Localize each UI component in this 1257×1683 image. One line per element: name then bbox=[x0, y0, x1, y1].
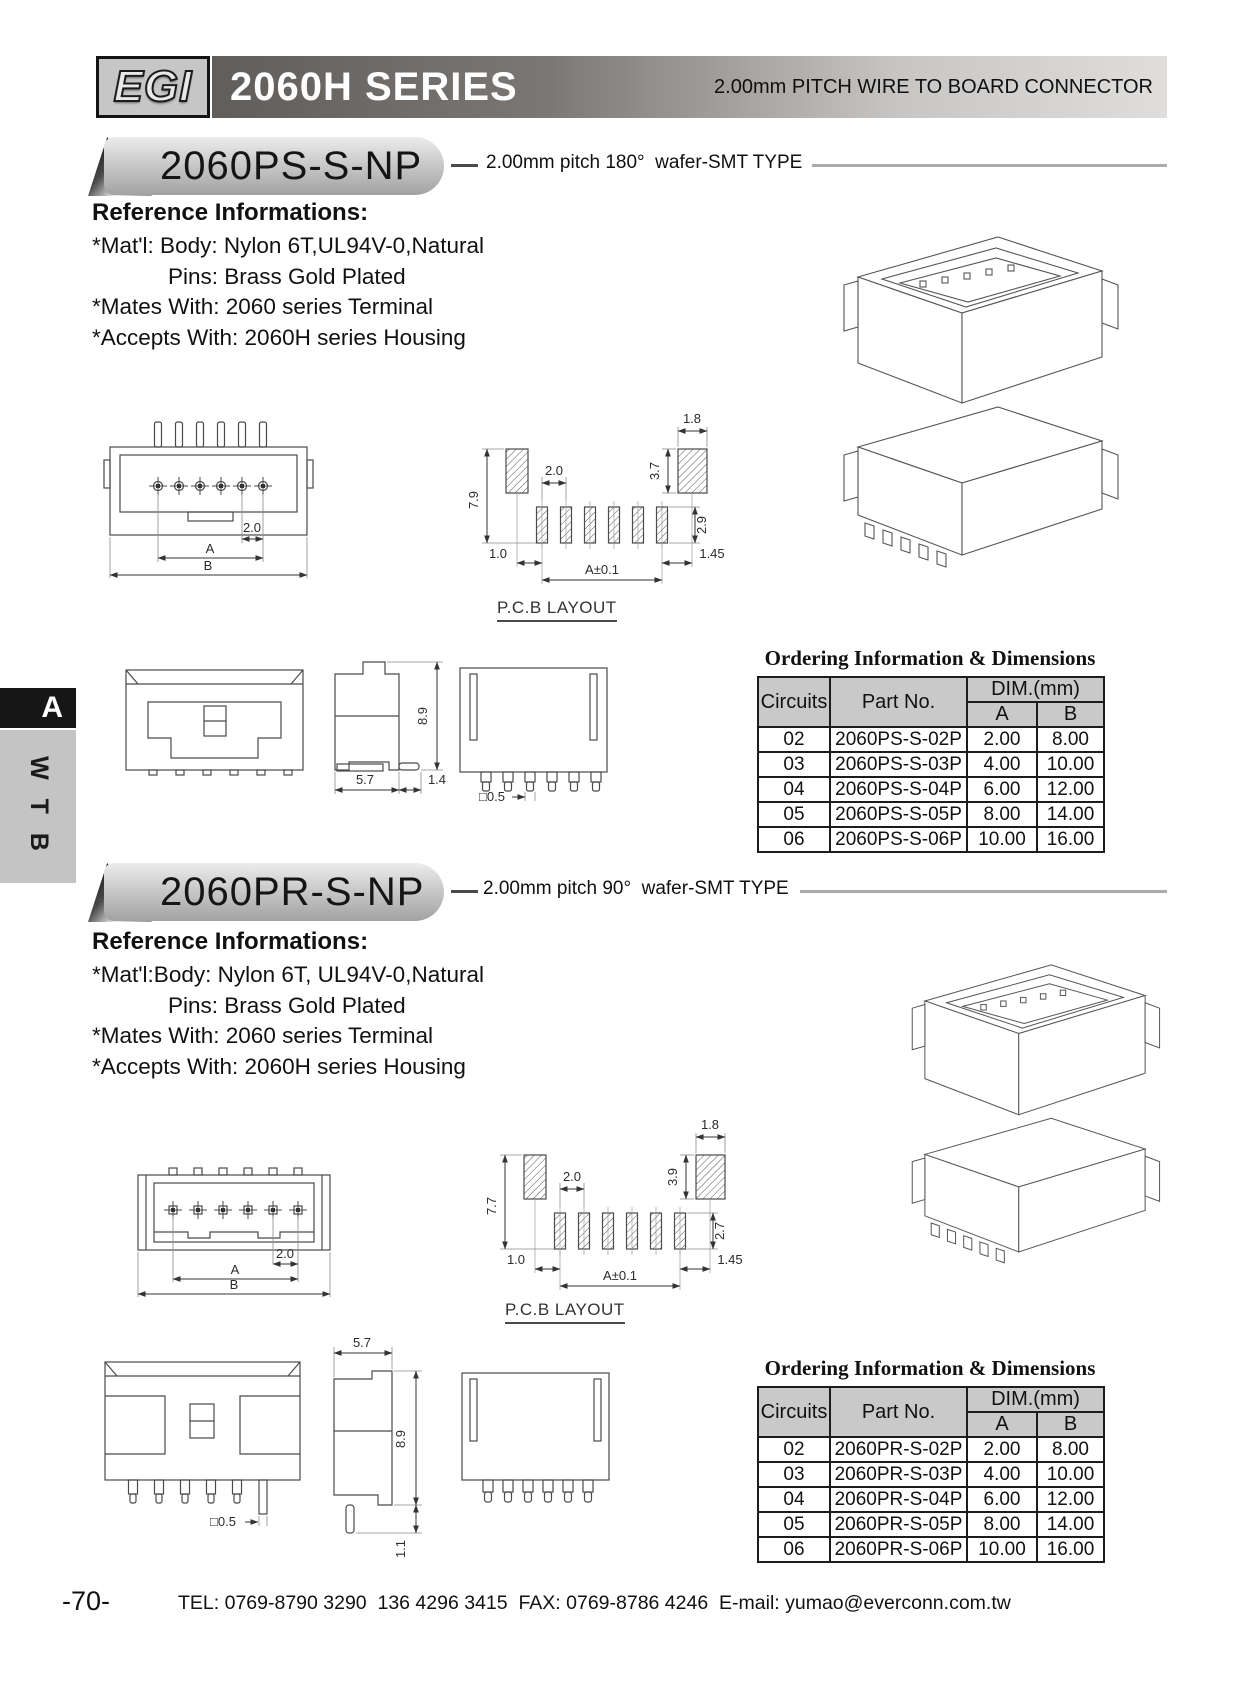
housing-outline bbox=[460, 668, 607, 791]
dimensions bbox=[466, 411, 725, 580]
dim-label: A±0.1 bbox=[603, 1268, 637, 1283]
section2-pitch-label: 2.00mm pitch 90° wafer-SMT TYPE bbox=[483, 878, 789, 899]
dim-label: 2.0 bbox=[562, 1169, 582, 1184]
section2-side-view-drawing bbox=[328, 1335, 463, 1570]
section1-bottom-view-drawing bbox=[118, 612, 313, 784]
ref-line: *Mat'l:Body: Nylon 6T, UL94V-0,Natural bbox=[92, 962, 484, 987]
housing-outline bbox=[462, 1373, 609, 1502]
dimensions bbox=[138, 1216, 330, 1297]
dim-label: 1.1 bbox=[393, 1539, 408, 1559]
dim-label: 1.8 bbox=[682, 411, 702, 426]
table-row: 04 2060PR-S-04P 6.00 12.00 bbox=[758, 1487, 1104, 1512]
dim-label: 7.7 bbox=[484, 1196, 499, 1216]
dim-label: 2.0 bbox=[544, 463, 564, 478]
header-bar bbox=[212, 56, 1167, 118]
banner-rule bbox=[800, 890, 1167, 893]
ref-line: Pins: Brass Gold Plated bbox=[168, 992, 406, 1018]
section2-pcb-layout-drawing bbox=[458, 1111, 758, 1296]
section2-table-title: Ordering Information & Dimensions bbox=[764, 1356, 1096, 1380]
table-row: 05 2060PS-S-05P 8.00 14.00 bbox=[758, 802, 1104, 827]
section2-ref-title: Reference Informations: bbox=[92, 928, 369, 955]
table-row: 02 2060PR-S-02P 2.00 8.00 bbox=[758, 1437, 1104, 1462]
dim-label: □0.5 bbox=[210, 1514, 236, 1529]
section1-ordering-table bbox=[757, 676, 1105, 853]
dim-label: B bbox=[203, 558, 213, 573]
section1-isometric-drawings bbox=[770, 215, 1190, 585]
col-header-a: A bbox=[967, 702, 1037, 727]
dim-label: 3.7 bbox=[647, 461, 662, 481]
col-header-b: B bbox=[1037, 1412, 1104, 1437]
col-header-dim: DIM.(mm) bbox=[967, 1387, 1104, 1412]
side-profile bbox=[335, 662, 419, 771]
section1-part-name: 2060PS-S-NP bbox=[160, 143, 423, 188]
dim-label: 1.45 bbox=[717, 1252, 743, 1267]
section2-ordering-table bbox=[757, 1386, 1105, 1563]
col-header-part: Part No. bbox=[830, 1387, 967, 1437]
dim-label: 2.0 bbox=[242, 520, 262, 535]
ref-line: *Accepts With: 2060H series Housing bbox=[92, 1053, 466, 1079]
dim-label: 8.9 bbox=[415, 706, 430, 726]
col-header-circuits: Circuits bbox=[758, 677, 830, 727]
section2-part-banner bbox=[104, 863, 444, 921]
table-row: 06 2060PR-S-06P 10.00 16.00 bbox=[758, 1537, 1104, 1562]
col-header-b: B bbox=[1037, 702, 1104, 727]
contact-pins bbox=[164, 1201, 307, 1219]
ref-line: *Mat'l: Body: Nylon 6T,UL94V-0,Natural bbox=[92, 233, 484, 258]
dim-label: B bbox=[229, 1277, 239, 1292]
section2-bottom-view-drawing bbox=[95, 1352, 310, 1537]
dim-label: 2.0 bbox=[275, 1246, 295, 1261]
ref-line: *Accepts With: 2060H series Housing bbox=[92, 324, 466, 350]
sidebar-category-tab bbox=[0, 730, 76, 883]
dim-label: 1.0 bbox=[506, 1252, 526, 1267]
banner-rule bbox=[812, 164, 1167, 167]
dim-label: 2.9 bbox=[694, 515, 709, 535]
dim-label: 1.0 bbox=[488, 546, 508, 561]
section2-ref-list bbox=[92, 960, 484, 1082]
brand-logo-text: EGI bbox=[113, 62, 193, 111]
banner-dash bbox=[451, 890, 478, 893]
dimensions bbox=[335, 662, 446, 794]
dim-label: □0.5 bbox=[479, 789, 505, 804]
ref-line: Pins: Brass Gold Plated bbox=[168, 263, 406, 289]
header-subtitle: 2.00mm PITCH WIRE TO BOARD CONNECTOR bbox=[714, 75, 1153, 98]
section1-pcb-layout-drawing bbox=[440, 405, 740, 590]
dim-label: 1.8 bbox=[700, 1117, 720, 1132]
table-row: 06 2060PS-S-06P 10.00 16.00 bbox=[758, 827, 1104, 852]
table-row: 05 2060PR-S-05P 8.00 14.00 bbox=[758, 1512, 1104, 1537]
col-header-part: Part No. bbox=[830, 677, 967, 727]
side-profile bbox=[334, 1371, 392, 1533]
section1-front-view-drawing bbox=[100, 410, 320, 600]
section1-ref-title: Reference Informations: bbox=[92, 199, 369, 226]
brand-logo bbox=[96, 56, 210, 118]
dimensions bbox=[110, 494, 307, 578]
col-header-dim: DIM.(mm) bbox=[967, 677, 1104, 702]
banner-dash bbox=[451, 164, 478, 167]
table-row: 03 2060PR-S-03P 4.00 10.00 bbox=[758, 1462, 1104, 1487]
section1-pitch-label: 2.00mm pitch 180° wafer-SMT TYPE bbox=[486, 152, 803, 173]
dim-label: 1.45 bbox=[699, 546, 725, 561]
dimensions bbox=[484, 1117, 743, 1286]
contact-pins bbox=[149, 477, 272, 495]
table-row: 04 2060PS-S-04P 6.00 12.00 bbox=[758, 777, 1104, 802]
section2-front-view-drawing bbox=[452, 1352, 667, 1537]
dim-label: 1.4 bbox=[427, 772, 447, 787]
dimensions bbox=[210, 1514, 267, 1529]
dim-label: 8.9 bbox=[393, 1429, 408, 1449]
section1-ref-list bbox=[92, 231, 484, 353]
section1-pin-view-drawing bbox=[450, 612, 665, 804]
dim-label: 5.7 bbox=[355, 772, 375, 787]
dim-label: 3.9 bbox=[665, 1167, 680, 1187]
pcb-layout-label: P.C.B LAYOUT bbox=[505, 1300, 625, 1324]
section2-top-view-drawing bbox=[110, 1164, 350, 1314]
dim-label: A±0.1 bbox=[585, 562, 619, 577]
footer-contact: TEL: 0769-8790 3290 136 4296 3415 FAX: 0769-8786 4246 E-mail: yumao@everconn.com.tw bbox=[178, 1592, 1011, 1614]
dimensions bbox=[334, 1335, 422, 1558]
dim-label: A bbox=[205, 541, 215, 556]
housing-outline bbox=[105, 1362, 300, 1514]
connector-outline bbox=[138, 1168, 330, 1250]
col-header-circuits: Circuits bbox=[758, 1387, 830, 1437]
page-number: -70- bbox=[62, 1586, 111, 1616]
connector-outline bbox=[104, 422, 313, 535]
section1-table-title: Ordering Information & Dimensions bbox=[764, 646, 1096, 670]
sidebar-category-label: W T B bbox=[24, 756, 53, 857]
dim-label: 7.9 bbox=[466, 490, 481, 510]
dim-label: 2.7 bbox=[712, 1221, 727, 1241]
section1-part-banner bbox=[104, 137, 444, 195]
sidebar-tab-label: A bbox=[41, 691, 63, 724]
col-header-a: A bbox=[967, 1412, 1037, 1437]
dim-label: A bbox=[230, 1262, 240, 1277]
ref-line: *Mates With: 2060 series Terminal bbox=[92, 1023, 433, 1048]
pcb-layout-label: P.C.B LAYOUT bbox=[497, 598, 617, 622]
sidebar-section-tab bbox=[0, 688, 76, 728]
section2-part-name: 2060PR-S-NP bbox=[160, 869, 425, 914]
table-row: 02 2060PS-S-02P 2.00 8.00 bbox=[758, 727, 1104, 752]
table-row: 03 2060PS-S-03P 4.00 10.00 bbox=[758, 752, 1104, 777]
section2-isometric-drawings bbox=[845, 945, 1225, 1279]
housing-outline bbox=[126, 670, 303, 775]
dim-label: 5.7 bbox=[352, 1335, 372, 1350]
ref-line: *Mates With: 2060 series Terminal bbox=[92, 294, 433, 319]
series-title: 2060H SERIES bbox=[230, 64, 518, 109]
